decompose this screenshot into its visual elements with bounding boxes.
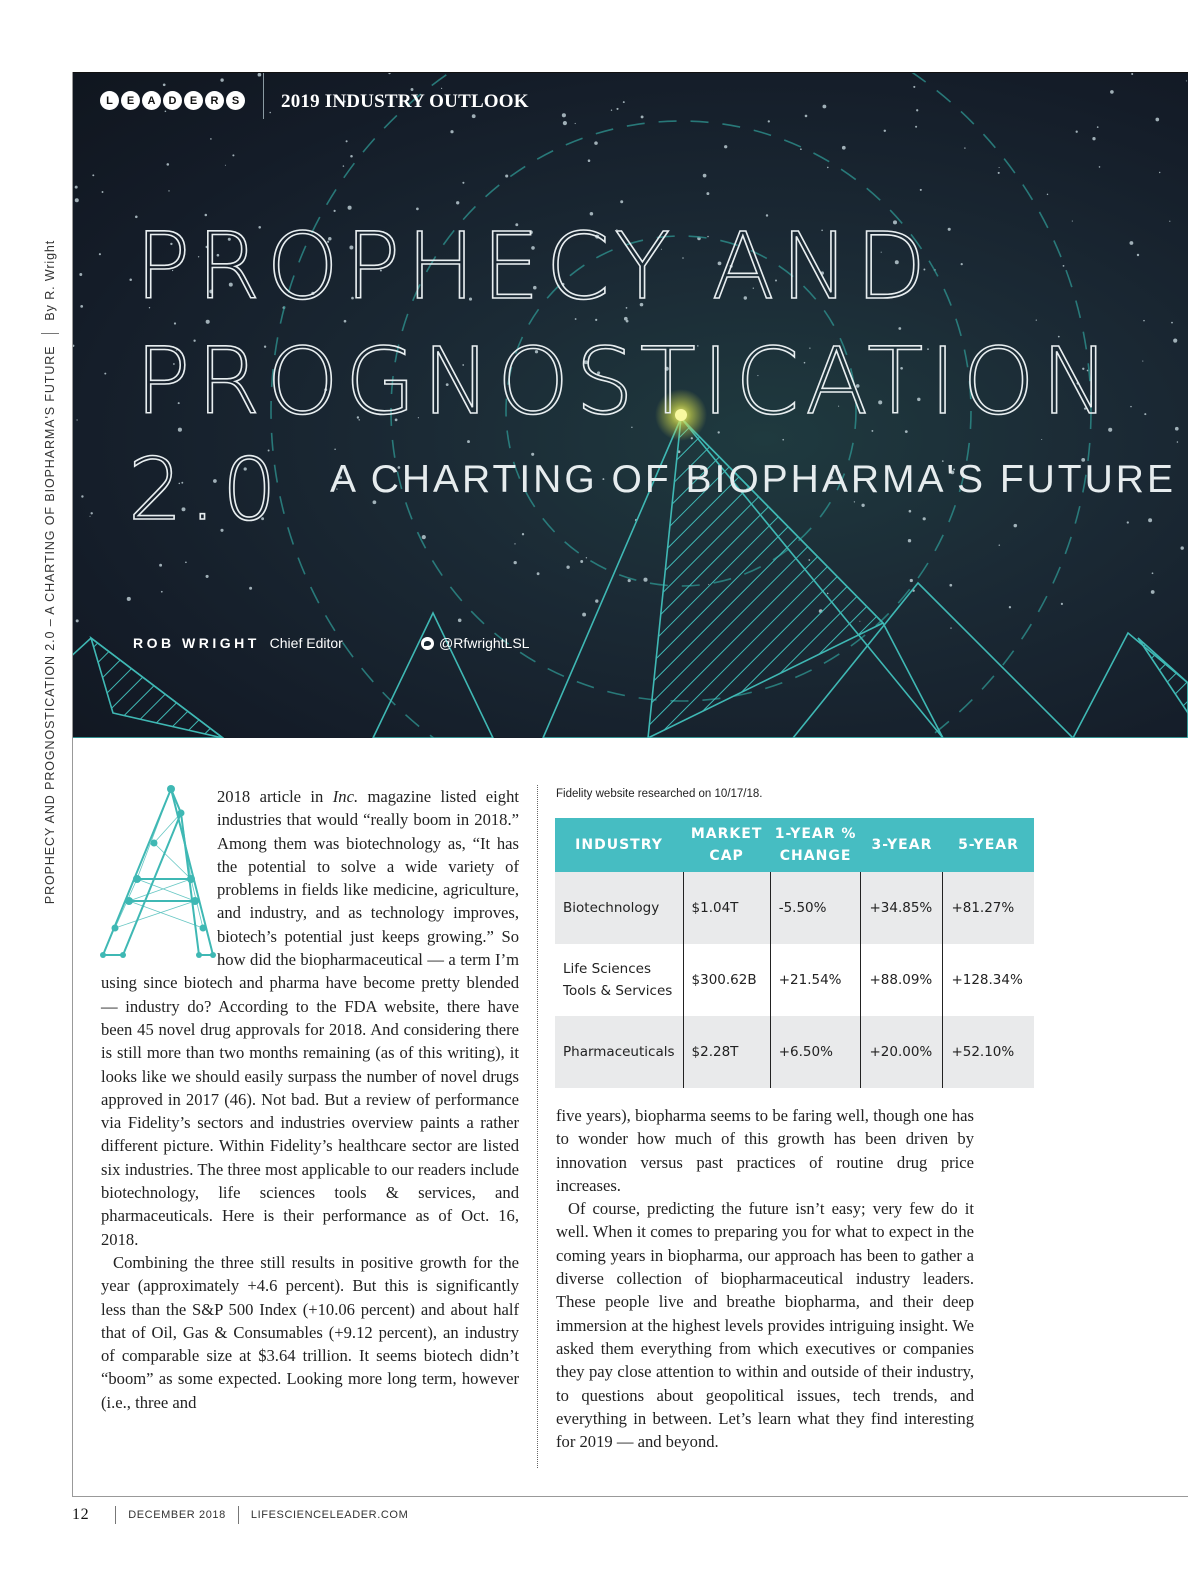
star bbox=[1159, 172, 1160, 173]
star bbox=[343, 165, 344, 166]
star bbox=[950, 627, 951, 628]
star bbox=[1076, 131, 1078, 133]
table-cell: Pharmaceuticals bbox=[555, 1016, 683, 1088]
star bbox=[472, 114, 476, 118]
star bbox=[350, 155, 353, 158]
star bbox=[1131, 73, 1133, 75]
table-cell: Biotechnology bbox=[555, 872, 683, 944]
twitter-icon bbox=[421, 637, 434, 650]
star bbox=[782, 439, 784, 441]
star bbox=[805, 115, 808, 118]
star bbox=[269, 112, 271, 114]
page-number: 12 bbox=[72, 1506, 90, 1523]
star bbox=[1127, 521, 1129, 523]
star bbox=[334, 210, 336, 212]
hero-subtitle: A CHARTING OF BIOPHARMA'S FUTURE bbox=[330, 458, 1176, 501]
star bbox=[127, 597, 131, 601]
star bbox=[531, 453, 534, 456]
table-source-note: Fidelity website researched on 10/17/18. bbox=[556, 788, 763, 800]
star bbox=[586, 557, 587, 558]
star bbox=[575, 123, 576, 124]
star bbox=[344, 320, 347, 323]
star bbox=[1110, 90, 1114, 94]
star bbox=[1092, 137, 1095, 140]
star bbox=[998, 172, 1000, 174]
star bbox=[249, 587, 252, 590]
running-sidebar bbox=[38, 212, 62, 932]
table-cell: +21.54% bbox=[770, 944, 861, 1016]
title-line-3: 2.0 bbox=[128, 440, 283, 540]
star bbox=[800, 148, 802, 150]
star bbox=[174, 322, 176, 324]
star bbox=[884, 130, 886, 132]
table-cell: +34.85% bbox=[861, 872, 943, 944]
table-cell: $300.62B bbox=[683, 944, 770, 1016]
table-cell: $2.28T bbox=[683, 1016, 770, 1088]
table-cell: Life Sciences Tools & Services bbox=[563, 961, 673, 999]
star bbox=[467, 440, 470, 443]
kicker-divider bbox=[263, 73, 264, 119]
column-header: 1-YEAR % CHANGE bbox=[770, 818, 861, 872]
star bbox=[961, 263, 963, 265]
star bbox=[334, 449, 336, 451]
logo-letter: E bbox=[184, 91, 203, 110]
star bbox=[210, 138, 212, 140]
sidebar-separator bbox=[41, 333, 59, 334]
logo-letter: R bbox=[205, 91, 224, 110]
table-row bbox=[555, 1016, 1034, 1088]
text-run: magazine listed eight industries that would “really boom in 2018.” Among them was biotechnology as, “It has the potential to solve a wide variety of problems in fields like medicine, agriculture, and industry, and as technology improves, biotech’s potential just keeps growing.” So how did the biopharmaceutical — a term I’m using since biotech and pharma have become pretty blended — industry do? According to the FDA website, there have been 45 novel drug approvals for 2018. And considering there is still more than two months remaining (as of this writing), it looks like we should easily surpass the number of novel drugs approved in 2017 (46). Not bad. But a review of performance via Fidelity’s sectors and industries overview paints a rather different picture. Within Fidelity’s healthcare sector are listed six industries. The three most applicable to our readers include biotechnology, life sciences tools & services, and pharmaceuticals. Here is their performance as of Oct. 16, 2018. bbox=[101, 787, 519, 1249]
star bbox=[588, 159, 591, 162]
star bbox=[92, 174, 94, 176]
star bbox=[566, 566, 569, 569]
section-kicker: 2019 INDUSTRY OUTLOOK bbox=[281, 91, 529, 112]
star bbox=[220, 78, 223, 81]
star bbox=[1036, 319, 1037, 320]
title-line-2: PROGNOSTICATION bbox=[135, 328, 1116, 435]
table-cell: +6.50% bbox=[770, 1016, 861, 1088]
table-cell: +20.00% bbox=[861, 1016, 943, 1088]
star bbox=[161, 591, 163, 593]
star bbox=[1186, 80, 1187, 81]
star bbox=[537, 572, 540, 575]
issue-date: DECEMBER 2018 bbox=[128, 1509, 226, 1521]
star bbox=[611, 110, 612, 111]
star bbox=[703, 174, 707, 178]
table-row bbox=[555, 872, 1034, 944]
star bbox=[75, 186, 78, 189]
table-cell: $1.04T bbox=[683, 872, 770, 944]
star bbox=[1061, 603, 1063, 605]
table-cell: +81.27% bbox=[943, 872, 1034, 944]
star bbox=[1155, 118, 1159, 122]
table-cell: +128.34% bbox=[943, 944, 1034, 1016]
star bbox=[842, 146, 846, 150]
star bbox=[1063, 265, 1065, 267]
star bbox=[346, 140, 348, 142]
star bbox=[920, 189, 922, 191]
byline bbox=[133, 635, 343, 651]
star bbox=[706, 192, 709, 195]
star bbox=[522, 533, 524, 535]
star bbox=[75, 198, 79, 202]
star bbox=[1177, 441, 1179, 443]
star bbox=[450, 130, 453, 133]
star bbox=[620, 200, 623, 203]
star bbox=[623, 101, 625, 103]
star bbox=[185, 561, 187, 563]
star bbox=[232, 154, 234, 156]
star bbox=[1137, 254, 1139, 256]
running-title: PROPHECY AND PROGNOSTICATION 2.0 – A CHARTING OF BIOPHARMA'S FUTURE bbox=[43, 345, 57, 905]
paragraph: Of course, predicting the future isn’t easy; very few do it well. When it comes to preparing you for what to expect in the coming years in biopharma, our approach has been to gather a diverse collection of biopharmaceutical industry leaders. These people live and breathe biopharma, and their deep immersion at the highest levels provides intriguing insight. We asked them everything from which executives or companies they pay close attention to within and outside of their industry, to questions about geopolitical issues, tech trends, and everything in between. Let’s learn what they find interesting for 2019 — and beyond. bbox=[556, 1199, 974, 1452]
logo-letter: S bbox=[226, 91, 245, 110]
star bbox=[514, 543, 515, 544]
star bbox=[258, 73, 262, 77]
star bbox=[76, 619, 79, 622]
column-header: 3-YEAR bbox=[861, 818, 943, 872]
star bbox=[628, 579, 631, 582]
star bbox=[1130, 406, 1131, 407]
star bbox=[822, 105, 826, 109]
star bbox=[73, 345, 74, 347]
star bbox=[1099, 166, 1101, 168]
star bbox=[102, 191, 104, 193]
star bbox=[1171, 322, 1173, 324]
leaders-logo bbox=[100, 91, 245, 110]
twitter-link[interactable] bbox=[421, 635, 529, 651]
star bbox=[580, 560, 583, 563]
star bbox=[1169, 221, 1170, 222]
star bbox=[76, 419, 77, 420]
star bbox=[827, 167, 829, 169]
star bbox=[422, 535, 426, 539]
star bbox=[913, 86, 915, 88]
star bbox=[168, 190, 169, 191]
logo-letter: A bbox=[142, 91, 161, 110]
star bbox=[909, 510, 912, 513]
article-column-2 bbox=[556, 1104, 974, 1453]
star bbox=[458, 619, 462, 623]
star bbox=[99, 253, 101, 255]
star bbox=[908, 539, 911, 542]
table-cell: +88.09% bbox=[861, 944, 943, 1016]
star bbox=[768, 120, 770, 122]
star bbox=[595, 599, 598, 602]
star bbox=[594, 141, 598, 145]
text-run: 2018 article in bbox=[217, 787, 333, 806]
column-header: 5-YEAR bbox=[943, 818, 1034, 872]
column-header: INDUSTRY bbox=[555, 818, 683, 872]
article-column-1 bbox=[101, 785, 519, 1414]
star bbox=[1148, 518, 1152, 522]
logo-letter: L bbox=[100, 91, 119, 110]
star bbox=[582, 613, 586, 617]
twitter-handle: @RfwrightLSL bbox=[439, 635, 530, 651]
star bbox=[1009, 606, 1011, 608]
star bbox=[165, 111, 167, 113]
star bbox=[1151, 590, 1155, 594]
star bbox=[441, 88, 442, 89]
table-cell: +52.10% bbox=[943, 1016, 1034, 1088]
star bbox=[1144, 413, 1146, 415]
star bbox=[1143, 320, 1145, 322]
star bbox=[1097, 126, 1099, 128]
column-divider bbox=[537, 785, 538, 1468]
star bbox=[167, 163, 170, 166]
logo-letter: D bbox=[163, 91, 182, 110]
column-header: MARKET CAP bbox=[683, 818, 770, 872]
star bbox=[626, 320, 629, 323]
star bbox=[1014, 524, 1018, 528]
star bbox=[915, 126, 917, 128]
table-header-row bbox=[555, 818, 1034, 872]
star bbox=[563, 121, 567, 125]
star bbox=[1175, 427, 1179, 431]
footer-separator bbox=[238, 1506, 239, 1524]
star bbox=[949, 584, 952, 587]
paragraph: five years), biopharma seems to be faring well, though one has to wonder how much of this growth has been driven by innovation versus past practices of routine drug price increases. bbox=[556, 1106, 974, 1195]
star bbox=[456, 201, 459, 204]
star bbox=[643, 578, 647, 582]
star bbox=[129, 278, 132, 281]
star bbox=[416, 208, 419, 211]
star bbox=[641, 115, 644, 118]
drop-cap-a-icon bbox=[99, 783, 217, 961]
star bbox=[159, 564, 162, 567]
star bbox=[80, 305, 83, 308]
star bbox=[79, 273, 82, 276]
star bbox=[104, 373, 106, 375]
star bbox=[999, 167, 1000, 168]
star bbox=[916, 109, 918, 111]
star bbox=[1041, 439, 1042, 440]
star bbox=[505, 174, 508, 177]
star bbox=[724, 145, 727, 148]
star bbox=[1142, 361, 1143, 362]
star bbox=[163, 83, 166, 86]
star bbox=[1152, 572, 1154, 574]
logo-letter: E bbox=[121, 91, 140, 110]
industry-performance-table bbox=[555, 818, 1034, 1088]
author-name: ROB WRIGHT bbox=[133, 635, 260, 651]
star bbox=[388, 73, 390, 74]
star bbox=[616, 108, 618, 110]
page-footer bbox=[72, 1506, 408, 1524]
star bbox=[1047, 194, 1048, 195]
star bbox=[1181, 546, 1184, 549]
paragraph: Combining the three still results in positive growth for the year (approximately +4.6 percent). But this is significantly less than the S&P 500 Index (+10.06 percent) and about half that of Oil, Gas & Consumables (+9.12 percent), an industry of comparable size at $3.64 trillion. It seems biotech didn’t “boom” as some expected. Looking more long term, however (i.e., three and bbox=[101, 1252, 519, 1412]
star bbox=[923, 517, 926, 520]
star bbox=[562, 113, 566, 117]
star bbox=[1072, 221, 1073, 222]
table-cell: -5.50% bbox=[770, 872, 861, 944]
star bbox=[81, 495, 83, 497]
website-link[interactable]: LIFESCIENCELEADER.COM bbox=[250, 1509, 409, 1521]
star bbox=[910, 579, 913, 582]
star bbox=[225, 165, 226, 166]
star bbox=[462, 182, 464, 184]
star bbox=[1173, 339, 1177, 343]
hero-banner bbox=[73, 73, 1188, 738]
star bbox=[91, 512, 93, 514]
star bbox=[89, 516, 90, 517]
title-line-1: PROPHECY AND bbox=[135, 213, 933, 320]
magazine-name: Inc. bbox=[332, 787, 359, 806]
author-role: Chief Editor bbox=[269, 635, 343, 651]
star bbox=[1129, 241, 1133, 245]
star bbox=[948, 228, 951, 231]
sidebar-author: By R. Wright bbox=[43, 239, 57, 321]
footer-separator bbox=[115, 1506, 116, 1524]
star bbox=[206, 575, 209, 578]
footer-rule bbox=[72, 1496, 1188, 1497]
star bbox=[861, 504, 864, 507]
star bbox=[206, 320, 210, 324]
table-row bbox=[555, 944, 1034, 1016]
star bbox=[964, 147, 965, 148]
star bbox=[348, 206, 352, 210]
star bbox=[999, 544, 1000, 545]
star bbox=[514, 561, 517, 564]
